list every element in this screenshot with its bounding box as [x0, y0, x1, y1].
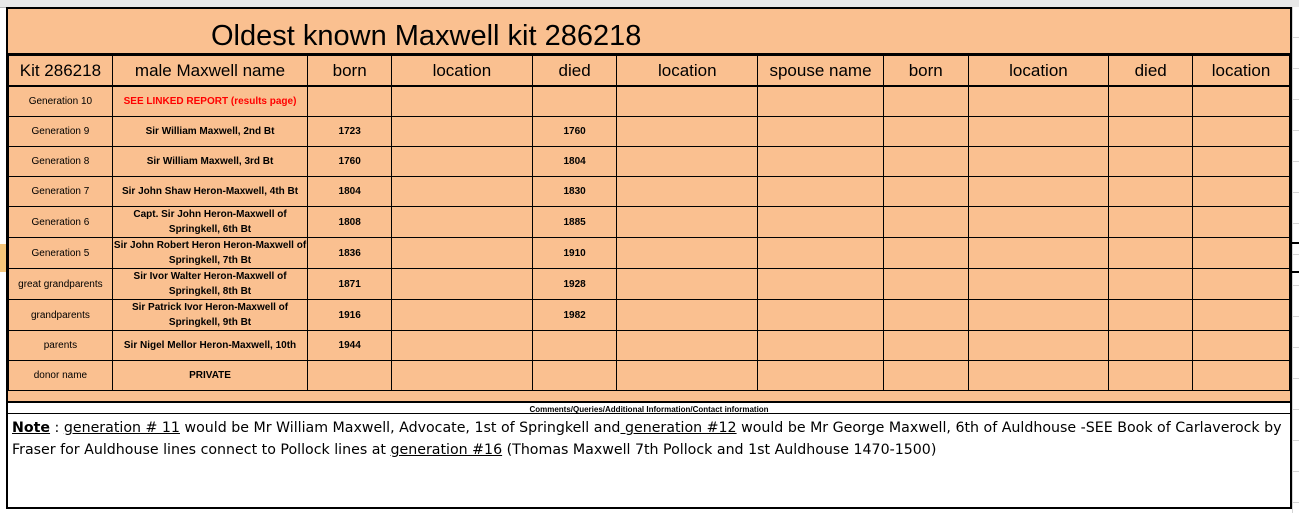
- page-title: Oldest known Maxwell kit 286218: [8, 9, 1290, 55]
- empty-cell[interactable]: [968, 361, 1109, 391]
- empty-cell[interactable]: [1109, 269, 1193, 300]
- empty-cell[interactable]: [617, 238, 758, 269]
- name-cell[interactable]: Sir Nigel Mellor Heron-Maxwell, 10th: [112, 331, 307, 361]
- table-row: [9, 177, 1290, 207]
- empty-cell[interactable]: [758, 177, 884, 207]
- table-row: [9, 361, 1290, 391]
- column-header[interactable]: born: [308, 56, 392, 87]
- empty-cell[interactable]: [1109, 361, 1193, 391]
- empty-cell[interactable]: [617, 147, 758, 177]
- empty-cell[interactable]: [1193, 331, 1290, 361]
- empty-cell[interactable]: [1193, 238, 1290, 269]
- empty-cell[interactable]: [883, 238, 968, 269]
- empty-cell[interactable]: [392, 331, 533, 361]
- name-cell[interactable]: PRIVATE: [112, 361, 307, 391]
- died-cell[interactable]: 1928: [532, 269, 617, 300]
- empty-cell[interactable]: [883, 86, 968, 117]
- died-cell[interactable]: [532, 86, 617, 117]
- born-cell[interactable]: 1836: [308, 238, 392, 269]
- note-label: Note: [12, 420, 51, 436]
- table-row: [9, 147, 1290, 177]
- empty-cell[interactable]: [617, 300, 758, 331]
- empty-cell[interactable]: [1109, 331, 1193, 361]
- generation-cell[interactable]: great grandparents: [9, 269, 113, 300]
- empty-cell[interactable]: [1193, 86, 1290, 117]
- note-link-gen11[interactable]: generation # 11: [63, 420, 180, 436]
- empty-cell[interactable]: [758, 86, 884, 117]
- empty-cell[interactable]: [1109, 147, 1193, 177]
- empty-cell[interactable]: [617, 331, 758, 361]
- name-cell[interactable]: Sir Ivor Walter Heron-Maxwell of Springkell, 8th Bt: [112, 269, 307, 300]
- died-cell[interactable]: 1885: [532, 207, 617, 238]
- died-cell[interactable]: [532, 361, 617, 391]
- name-cell[interactable]: Sir Patrick Ivor Heron-Maxwell of Springkell, 9th Bt: [112, 300, 307, 331]
- column-header[interactable]: location: [617, 56, 758, 87]
- empty-cell[interactable]: [392, 86, 533, 117]
- born-cell[interactable]: 1808: [308, 207, 392, 238]
- empty-cell[interactable]: [883, 300, 968, 331]
- empty-cell[interactable]: [392, 207, 533, 238]
- empty-cell[interactable]: [883, 269, 968, 300]
- column-header[interactable]: location: [968, 56, 1109, 87]
- empty-cell[interactable]: [758, 117, 884, 147]
- empty-cell[interactable]: [617, 177, 758, 207]
- empty-cell[interactable]: [883, 147, 968, 177]
- table-row: [9, 269, 1290, 300]
- empty-cell[interactable]: [968, 238, 1109, 269]
- empty-cell[interactable]: [1193, 269, 1290, 300]
- generation-cell[interactable]: Generation 9: [9, 117, 113, 147]
- sheet-gridlines: [1292, 7, 1299, 513]
- column-header[interactable]: male Maxwell name: [112, 56, 307, 87]
- born-cell[interactable]: 1760: [308, 147, 392, 177]
- died-cell[interactable]: 1830: [532, 177, 617, 207]
- note-link-gen12[interactable]: generation #12: [620, 420, 737, 436]
- name-cell[interactable]: Sir William Maxwell, 2nd Bt: [112, 117, 307, 147]
- lineage-table: [8, 55, 1290, 391]
- empty-cell[interactable]: [392, 238, 533, 269]
- column-header[interactable]: location: [392, 56, 533, 87]
- empty-cell[interactable]: [758, 361, 884, 391]
- empty-cell[interactable]: [883, 331, 968, 361]
- born-cell[interactable]: [308, 361, 392, 391]
- row-boundary-marker: [1292, 271, 1299, 273]
- empty-cell[interactable]: [1109, 117, 1193, 147]
- table-row: [9, 238, 1290, 269]
- empty-cell[interactable]: [1193, 117, 1290, 147]
- name-cell[interactable]: Capt. Sir John Heron-Maxwell of Springkell, 6th Bt: [112, 207, 307, 238]
- table-row: [9, 86, 1290, 117]
- comments-label: Comments/Queries/Additional Information/Contact information: [8, 401, 1290, 414]
- table-row: [9, 117, 1290, 147]
- generation-cell[interactable]: Generation 7: [9, 177, 113, 207]
- column-header[interactable]: died: [532, 56, 617, 87]
- maxwell-kit-sheet: [6, 7, 1292, 509]
- empty-cell[interactable]: [968, 300, 1109, 331]
- empty-cell[interactable]: [758, 147, 884, 177]
- name-cell[interactable]: Sir William Maxwell, 3rd Bt: [112, 147, 307, 177]
- empty-cell[interactable]: [968, 207, 1109, 238]
- born-cell[interactable]: 1723: [308, 117, 392, 147]
- empty-cell[interactable]: [617, 207, 758, 238]
- empty-cell[interactable]: [392, 361, 533, 391]
- born-cell[interactable]: 1944: [308, 331, 392, 361]
- empty-cell[interactable]: [1109, 300, 1193, 331]
- name-cell[interactable]: Sir John Robert Heron Heron-Maxwell of Springkell, 7th Bt: [112, 238, 307, 269]
- note-sep: :: [50, 420, 64, 436]
- empty-cell[interactable]: [392, 269, 533, 300]
- empty-cell[interactable]: [617, 361, 758, 391]
- empty-cell[interactable]: [1193, 177, 1290, 207]
- empty-cell[interactable]: [968, 331, 1109, 361]
- note-text-2: would be Mr George Maxwell, 6th of Auldhouse -SEE Book of Carlaverock by Fraser for Auldhouse lines connect to Pollock lines at: [12, 420, 1282, 458]
- empty-cell[interactable]: [758, 300, 884, 331]
- table-row: [9, 207, 1290, 238]
- empty-cell[interactable]: [392, 117, 533, 147]
- empty-cell[interactable]: [758, 331, 884, 361]
- header-row: [9, 56, 1290, 87]
- empty-cell[interactable]: [1193, 207, 1290, 238]
- note-text-3: (Thomas Maxwell 7th Pollock and 1st Auldhouse 1470-1500): [502, 442, 937, 458]
- empty-cell[interactable]: [392, 147, 533, 177]
- generation-cell[interactable]: Generation 8: [9, 147, 113, 177]
- column-header[interactable]: died: [1109, 56, 1193, 87]
- empty-cell[interactable]: [1109, 86, 1193, 117]
- empty-cell[interactable]: [392, 300, 533, 331]
- empty-cell[interactable]: [968, 117, 1109, 147]
- died-cell[interactable]: 1982: [532, 300, 617, 331]
- linked-report-cell[interactable]: SEE LINKED REPORT (results page): [112, 86, 307, 117]
- empty-cell[interactable]: [758, 269, 884, 300]
- generation-cell[interactable]: Generation 5: [9, 238, 113, 269]
- name-cell[interactable]: Sir John Shaw Heron-Maxwell, 4th Bt: [112, 177, 307, 207]
- column-header[interactable]: spouse name: [758, 56, 884, 87]
- empty-cell[interactable]: [968, 147, 1109, 177]
- born-cell[interactable]: 1871: [308, 269, 392, 300]
- empty-cell[interactable]: [1193, 361, 1290, 391]
- note-link-gen16[interactable]: generation #16: [390, 442, 503, 458]
- column-header[interactable]: Kit 286218: [9, 56, 113, 87]
- empty-cell[interactable]: [758, 207, 884, 238]
- born-cell[interactable]: [308, 86, 392, 117]
- empty-cell[interactable]: [1193, 300, 1290, 331]
- generation-cell[interactable]: donor name: [9, 361, 113, 391]
- generation-cell[interactable]: Generation 10: [9, 86, 113, 117]
- empty-cell[interactable]: [883, 117, 968, 147]
- born-cell[interactable]: 1804: [308, 177, 392, 207]
- died-cell[interactable]: 1804: [532, 147, 617, 177]
- empty-cell[interactable]: [968, 86, 1109, 117]
- table-row: [9, 331, 1290, 361]
- note-box[interactable]: [8, 414, 1290, 507]
- died-cell[interactable]: 1910: [532, 238, 617, 269]
- note-text-1: would be Mr William Maxwell, Advocate, 1st of Springkell and: [179, 420, 621, 436]
- table-row: [9, 300, 1290, 331]
- column-header[interactable]: location: [1193, 56, 1290, 87]
- empty-cell[interactable]: [1109, 207, 1193, 238]
- column-header[interactable]: born: [883, 56, 968, 87]
- died-cell[interactable]: [532, 331, 617, 361]
- row-boundary-marker: [1292, 242, 1299, 244]
- empty-cell[interactable]: [883, 207, 968, 238]
- empty-cell[interactable]: [617, 117, 758, 147]
- generation-cell[interactable]: parents: [9, 331, 113, 361]
- generation-cell[interactable]: grandparents: [9, 300, 113, 331]
- empty-cell[interactable]: [1193, 147, 1290, 177]
- died-cell[interactable]: 1760: [532, 117, 617, 147]
- empty-cell[interactable]: [968, 177, 1109, 207]
- empty-cell[interactable]: [1109, 238, 1193, 269]
- empty-cell[interactable]: [392, 177, 533, 207]
- empty-cell[interactable]: [758, 238, 884, 269]
- empty-cell[interactable]: [617, 86, 758, 117]
- generation-cell[interactable]: Generation 6: [9, 207, 113, 238]
- born-cell[interactable]: 1916: [308, 300, 392, 331]
- empty-cell[interactable]: [883, 177, 968, 207]
- empty-cell[interactable]: [883, 361, 968, 391]
- empty-cell[interactable]: [968, 269, 1109, 300]
- empty-cell[interactable]: [1109, 177, 1193, 207]
- empty-cell[interactable]: [617, 269, 758, 300]
